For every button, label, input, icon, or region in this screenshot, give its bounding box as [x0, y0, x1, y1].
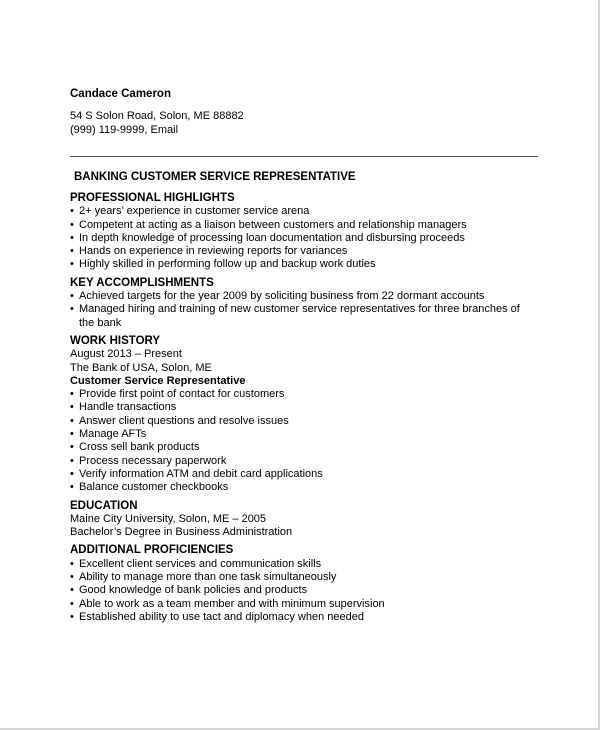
list-item: • Balance customer checkbooks — [70, 481, 229, 494]
work-duties-list — [70, 388, 538, 494]
section-heading-education: EDUCATION — [70, 499, 138, 512]
list-item: • Excellent client services and communication skills — [70, 557, 322, 570]
work-dates: August 2013 – Present — [70, 348, 182, 361]
resume-body — [70, 192, 538, 624]
highlights-list — [70, 205, 538, 271]
list-item: • Answer client questions and resolve issues — [70, 414, 289, 427]
section-heading-highlights: PROFESSIONAL HIGHLIGHTS — [70, 192, 235, 204]
employer: The Bank of USA, Solon, ME — [70, 361, 212, 374]
list-item: • 2+ years’ experience in customer service arena — [70, 205, 310, 218]
list-item: • Verify information ATM and debit card applications — [70, 467, 323, 480]
list-item: • Cross sell bank products — [70, 441, 200, 454]
list-item: • Competent at acting as a liaison between customers and relationship managers — [70, 218, 467, 231]
section-heading-accomplishments: KEY ACCOMPLISHMENTS — [70, 276, 214, 289]
divider — [70, 156, 538, 157]
candidate-name: Candace Cameron — [70, 88, 171, 100]
proficiencies-list — [70, 558, 538, 624]
section-heading-proficiencies: ADDITIONAL PROFICIENCIES — [70, 544, 234, 557]
contact-info: (999) 119-9999, Email — [70, 123, 179, 136]
list-item: • Provide first point of contact for customers — [70, 388, 285, 401]
list-item: • Handle transactions — [70, 401, 177, 414]
list-item: • Established ability to use tact and diplomacy when needed — [70, 610, 364, 623]
list-item: • Able to work as a team member and with minimum supervision — [70, 597, 385, 610]
contact-block — [70, 88, 540, 137]
degree: Bachelor’s Degree in Business Administration — [70, 526, 293, 539]
list-item: • Manage AFTs — [70, 428, 147, 441]
role-title: Customer Service Representative — [70, 374, 246, 387]
list-item: • Achieved targets for the year 2009 by soliciting business from 22 dormant accounts — [70, 290, 485, 303]
accomplishments-list — [70, 290, 538, 330]
list-item: • In depth knowledge of processing loan documentation and disbursing proceeds — [70, 231, 465, 244]
school: Maine City University, Solon, ME – 2005 — [70, 512, 267, 525]
job-title: BANKING CUSTOMER SERVICE REPRESENTATIVE — [74, 171, 356, 183]
section-heading-work: WORK HISTORY — [70, 334, 161, 347]
list-item: • Hands on experience in reviewing reports for variances — [70, 245, 348, 258]
address: 54 S Solon Road, Solon, ME 88882 — [70, 110, 244, 123]
list-item: • Ability to manage more than one task simultaneously — [70, 571, 337, 584]
list-item: • Managed hiring and training of new customer service representatives for three branches of the bank — [70, 303, 520, 329]
list-item: • Highly skilled in performing follow up and backup work duties — [70, 258, 376, 271]
list-item: • Good knowledge of bank policies and products — [70, 584, 308, 597]
list-item: • Process necessary paperwork — [70, 454, 227, 467]
